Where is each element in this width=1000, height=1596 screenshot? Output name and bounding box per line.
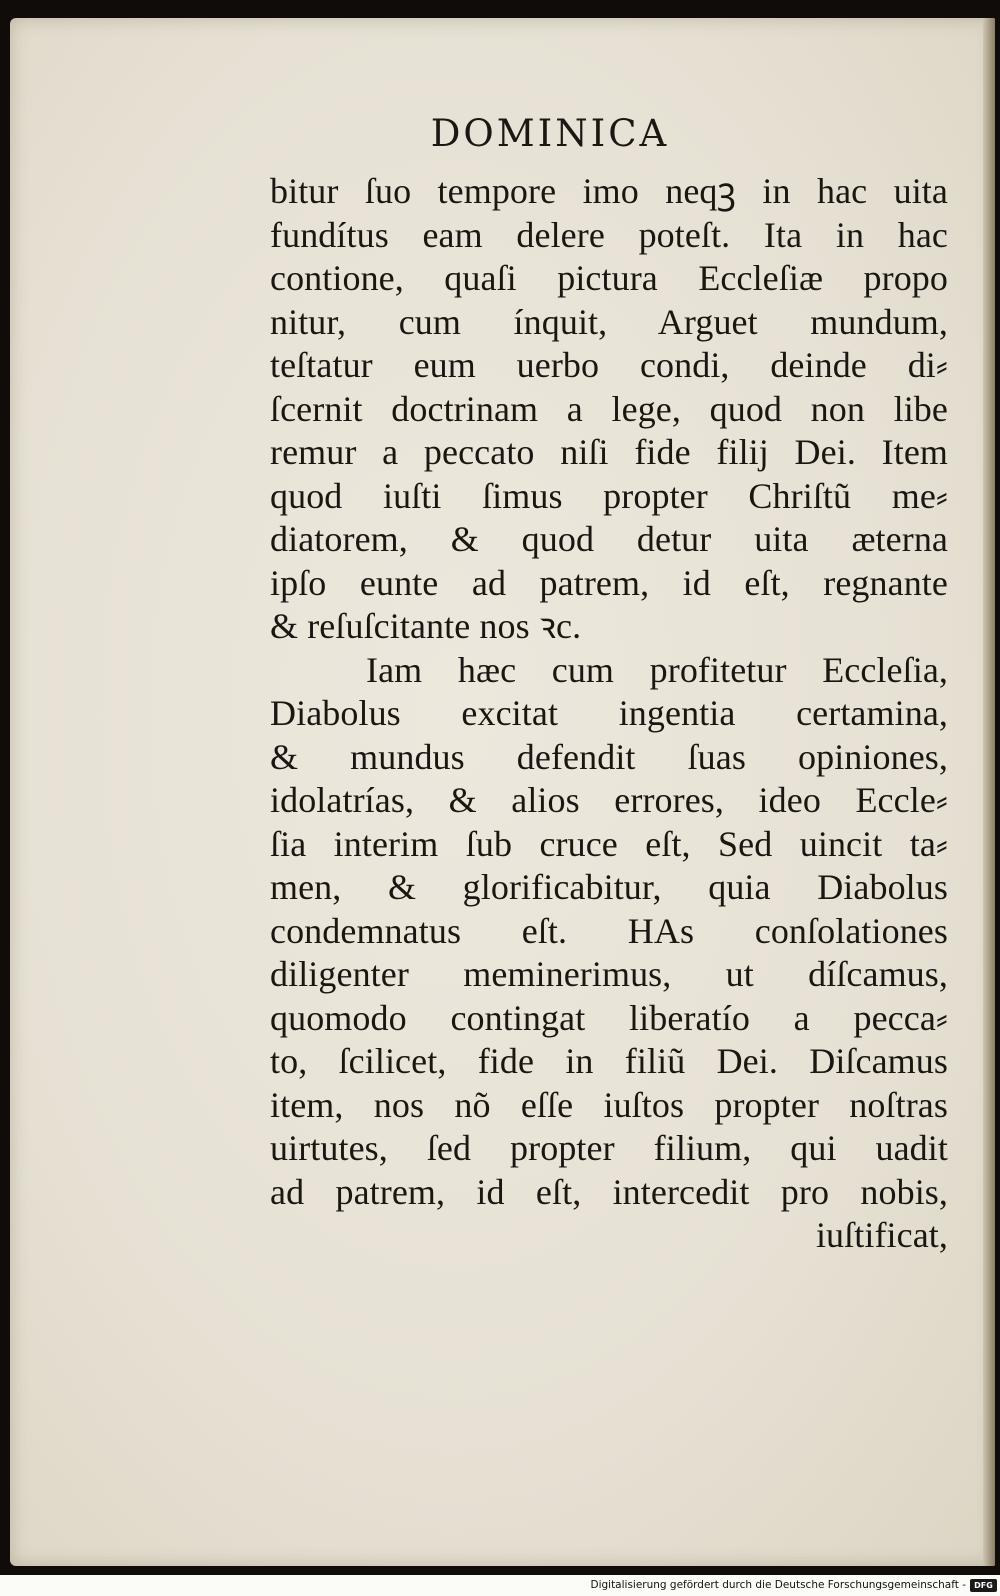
text-line: men, & glorificabitur, quia Diabolus bbox=[270, 867, 948, 907]
text-line: remur a peccato niſi fide filij Dei. Item bbox=[270, 432, 948, 472]
text-line-paragraph-start: Iam hæc cum profitetur Eccleſia, bbox=[366, 649, 948, 690]
text-line: ſia interim ſub cruce eſt, Sed uincit ta⸗ bbox=[270, 823, 948, 864]
text-line: Diabolus excitat ingentia certamina, bbox=[270, 693, 948, 733]
text-line: to, ſcilicet, fide in filiũ Dei. Diſcamus bbox=[270, 1041, 948, 1081]
running-head: DOMINICA bbox=[430, 112, 670, 155]
text-line: quod iuſti ſimus propter Chriſtũ me⸗ bbox=[270, 475, 948, 516]
text-line: nitur, cum ínquit, Arguet mundum, bbox=[270, 301, 948, 342]
text-line: & reſuſcitante nos ꝛc. bbox=[270, 606, 582, 646]
catchword: iuſtificat, bbox=[815, 1215, 948, 1255]
digitization-footer bbox=[0, 1575, 1000, 1596]
text-line: teſtatur eum uerbo condi, deinde di⸗ bbox=[270, 345, 948, 385]
text-line: ipſo eunte ad patrem, id eſt, regnante bbox=[270, 562, 948, 603]
text-block bbox=[270, 170, 948, 1258]
text-line: & mundus defendit ſuas opiniones, bbox=[270, 736, 948, 777]
text-line: ſcernit doctrinam a lege, quod non libe bbox=[270, 388, 948, 429]
text-line: quomodo contingat liberatío a pecca⸗ bbox=[270, 997, 948, 1038]
text-line: item, nos nõ eſſe iuſtos propter noſtras bbox=[270, 1084, 948, 1125]
text-line: idolatrías, & alios errores, ideo Eccle⸗ bbox=[270, 780, 948, 820]
page-edge bbox=[983, 18, 995, 1566]
text-line: contione, quaſi pictura Eccleſiæ propo bbox=[270, 258, 948, 298]
text-line: condemnatus eſt. HAs conſolationes bbox=[270, 910, 948, 951]
dfg-logo: DFG bbox=[970, 1579, 997, 1592]
text-line: bitur ſuo tempore imo neqꝫ in hac uita bbox=[270, 171, 948, 211]
text-line: diatorem, & quod detur uita æterna bbox=[270, 519, 948, 559]
text-line: fundítus eam delere poteſt. Ita in hac bbox=[270, 214, 948, 255]
text-line: uirtutes, ſed propter filium, qui uadit bbox=[270, 1128, 948, 1168]
text-line: diligenter meminerimus, ut díſcamus, bbox=[270, 954, 948, 994]
text-line: ad patrem, id eſt, intercedit pro nobis, bbox=[270, 1171, 948, 1212]
footer-credit: Digitalisierung gefördert durch die Deutsche Forschungsgemeinschaft - bbox=[590, 1579, 966, 1591]
